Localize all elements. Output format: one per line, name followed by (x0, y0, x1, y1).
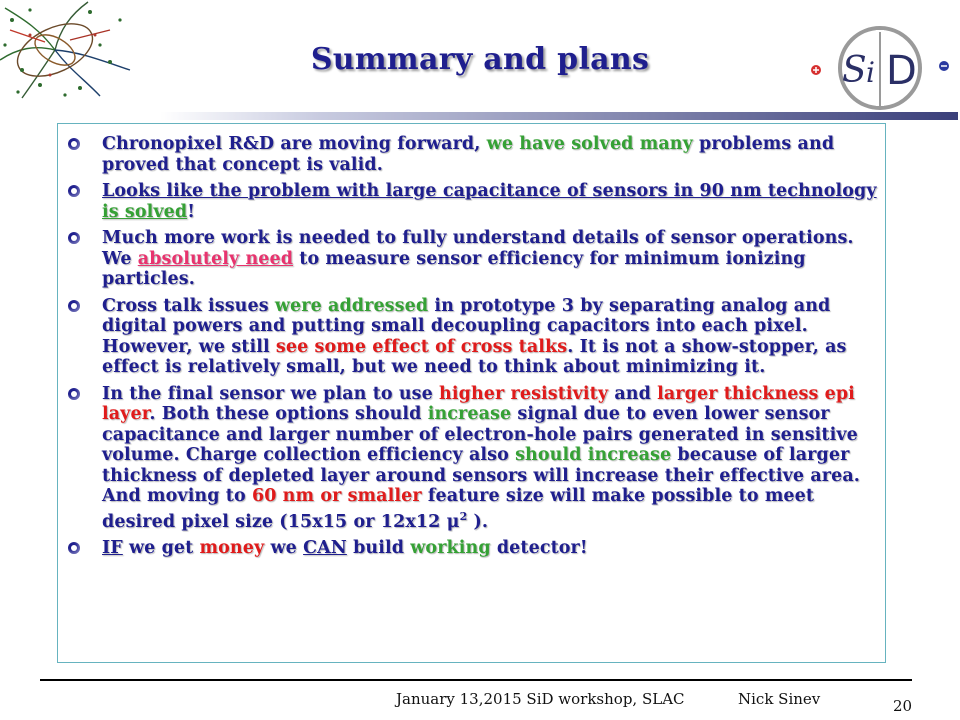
bullet-text-segment: 2 (459, 509, 468, 523)
bullet-text-segment: is solved (102, 201, 188, 222)
bullet-icon (68, 185, 80, 197)
svg-text:D: D (886, 48, 917, 94)
sid-logo-icon (796, 24, 960, 118)
bullet-text-segment: see some effect of cross talks (275, 336, 568, 357)
bullet-icon (68, 300, 80, 312)
bullet-text-segment: feature size will make possible to meet desired pixel size (15x15 or 12x12 μ (102, 486, 815, 532)
bullet-item (58, 384, 885, 532)
bullet-text-segment: money (199, 537, 265, 558)
svg-text:S: S (842, 50, 867, 91)
bullet-item (58, 538, 885, 559)
bullet-item (58, 181, 885, 222)
content-frame (57, 123, 886, 663)
bullet-text-segment: larger thickness epi layer (102, 383, 855, 424)
bullet-icon (68, 138, 80, 150)
bullet-text-segment: absolutely need (137, 248, 294, 269)
bullet-text-segment: increase (427, 404, 512, 424)
bullet-text-segment: CAN (303, 537, 347, 558)
bullet-text-segment: Cross talk issues (102, 295, 275, 316)
bullet-text-segment: were addressed (274, 295, 429, 316)
bullet-text-segment: . Both these options should (149, 404, 428, 424)
bullet-icon (68, 232, 80, 244)
bullet-text-segment: ). (467, 511, 489, 532)
bullet-text-segment: we get (122, 537, 200, 558)
bullet-text-segment: we have solved many (486, 134, 693, 154)
bullet-text-segment: working (410, 537, 491, 558)
bullet-text-segment: should increase (515, 445, 672, 465)
bullet-item (58, 134, 885, 175)
bullet-text-segment: 60 nm or smaller (251, 486, 422, 506)
bullet-text-segment: to measure sensor efficiency for minimum ionizing particles. (102, 248, 806, 289)
bullet-text-segment: build (346, 537, 411, 558)
bullet-icon (68, 542, 80, 554)
bullet-list (58, 124, 885, 558)
bullet-icon (68, 388, 80, 400)
bullet-text-segment: because of larger thickness of depleted layer around sensors will increase their effective area. And moving to (102, 445, 860, 506)
bullet-text-segment: we (264, 537, 304, 558)
page-number: 20 (893, 697, 913, 715)
slide-title: Summary and plans (310, 42, 650, 77)
bullet-text-segment: ! (187, 201, 196, 222)
bullet-text-segment: IF (102, 537, 123, 558)
bullet-item (58, 228, 885, 290)
bullet-text-segment: in prototype 3 by separating analog and digital powers and putting small decoupling capacitors into each pixel. However, we still (102, 295, 831, 357)
bullet-text-segment: Chronopixel R&D are moving forward, (102, 134, 487, 154)
bullet-text-segment: signal due to even lower sensor capacitance and larger number of electron-hole pairs generated in sensitive volume. Charge collection efficiency also (102, 404, 858, 465)
bullet-text-segment: Much more work is needed to fully understand details of sensor operations. We (102, 228, 854, 269)
bullet-text-segment: detector! (490, 537, 588, 558)
bullet-text-segment: problems and proved that concept is valid. (102, 134, 835, 175)
bullet-text-segment: and (608, 383, 658, 404)
title-separator-bar (160, 112, 958, 120)
sid-logo (796, 24, 960, 118)
bullet-text-segment: higher resistivity (439, 383, 609, 404)
bullet-text-segment: Looks like the problem with large capacitance of sensors in 90 nm technology (102, 181, 877, 201)
bullet-text-segment: . It is not a show-stopper, as effect is relatively small, but we need to think about minimizing it. (102, 336, 847, 377)
bullet-item (58, 296, 885, 378)
footer-author: Nick Sinev (738, 690, 821, 708)
footer-event: January 13,2015 SiD workshop, SLAC (396, 690, 685, 708)
footer-line (40, 679, 912, 681)
bullet-text-segment: In the final sensor we plan to use (102, 383, 440, 404)
svg-text:i: i (866, 56, 875, 89)
